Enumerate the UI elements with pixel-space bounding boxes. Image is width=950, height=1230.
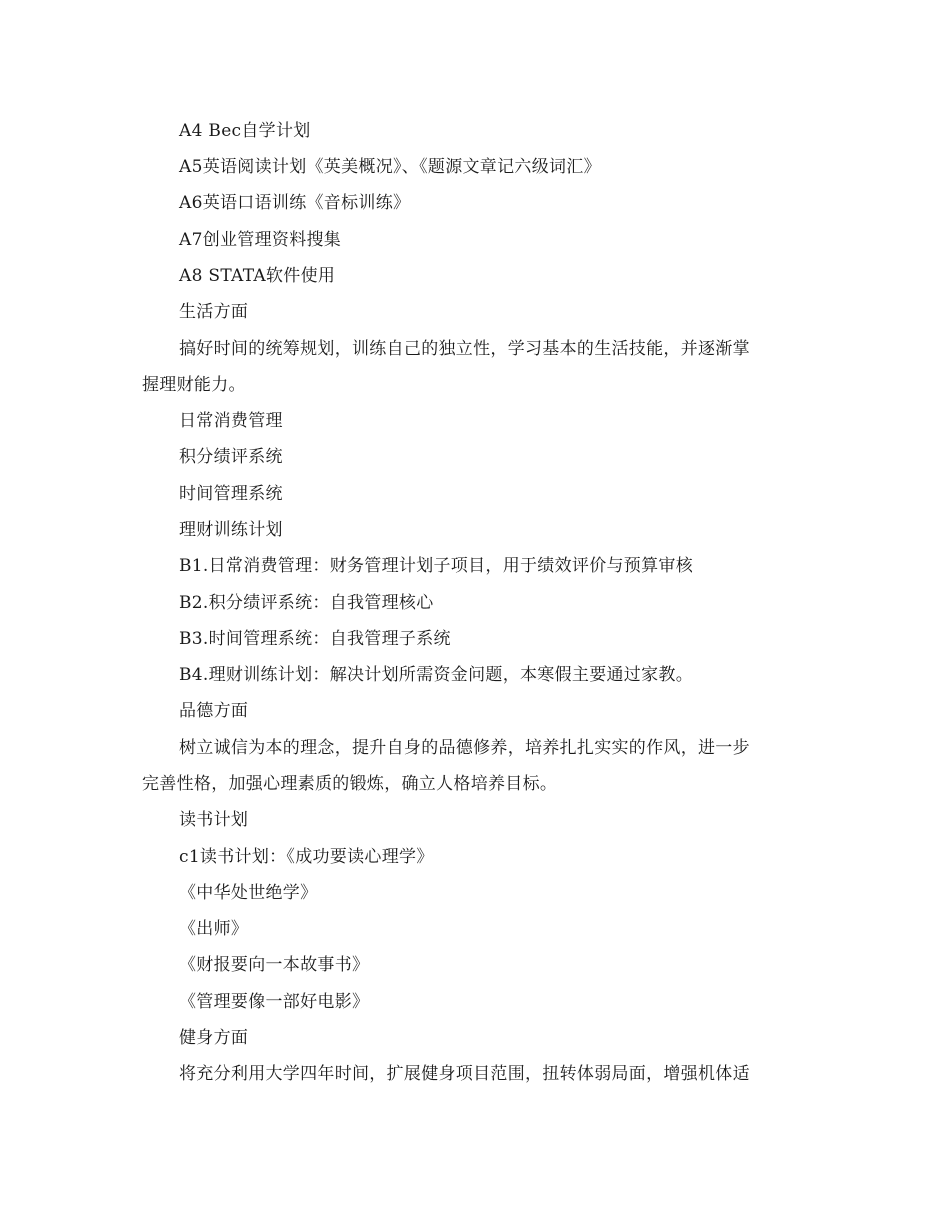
text-line: A4 Bec自学计划 xyxy=(179,121,311,141)
paragraph-line: 搞好时间的统筹规划，训练自己的独立性，学习基本的生活技能，并逐渐掌 xyxy=(179,339,750,359)
book-title: 《财报要向一本故事书》 xyxy=(179,955,370,975)
text-line: B2.积分绩评系统：自我管理核心 xyxy=(179,593,434,613)
text-line: c1读书计划：《成功要读心理学》 xyxy=(179,847,434,867)
paragraph-line: 握理财能力。 xyxy=(142,375,246,395)
book-title: 《中华处世绝学》 xyxy=(179,883,318,903)
book-title: 《管理要像一部好电影》 xyxy=(179,992,370,1012)
book-title: 《出师》 xyxy=(179,919,249,939)
section-heading-morality: 品德方面 xyxy=(179,701,249,721)
text-line: 理财训练计划 xyxy=(179,520,283,540)
paragraph-line: 将充分利用大学四年时间，扩展健身项目范围，扭转体弱局面，增强机体适 xyxy=(179,1064,750,1084)
text-line: B1.日常消费管理：财务管理计划子项目，用于绩效评价与预算审核 xyxy=(179,556,694,576)
paragraph-line: 完善性格，加强心理素质的锻炼，确立人格培养目标。 xyxy=(142,774,558,794)
text-line: 日常消费管理 xyxy=(179,411,283,431)
section-heading-fitness: 健身方面 xyxy=(179,1028,249,1048)
text-line: A8 STATA软件使用 xyxy=(179,266,336,286)
section-heading-life: 生活方面 xyxy=(179,302,249,322)
text-line: A7创业管理资料搜集 xyxy=(179,230,342,250)
text-line: B4.理财训练计划：解决计划所需资金问题，本寒假主要通过家教。 xyxy=(179,665,694,685)
text-line: 积分绩评系统 xyxy=(179,447,283,467)
text-line: A6英语口语训练《音标训练》 xyxy=(179,193,411,213)
paragraph-line: 树立诚信为本的理念，提升自身的品德修养，培养扎扎实实的作风，进一步 xyxy=(179,738,750,758)
text-line: B3.时间管理系统：自我管理子系统 xyxy=(179,629,451,649)
text-line: A5英语阅读计划《英美概况》、《题源文章记六级词汇》 xyxy=(179,157,601,177)
text-line: 时间管理系统 xyxy=(179,484,283,504)
section-heading-reading: 读书计划 xyxy=(179,810,249,830)
